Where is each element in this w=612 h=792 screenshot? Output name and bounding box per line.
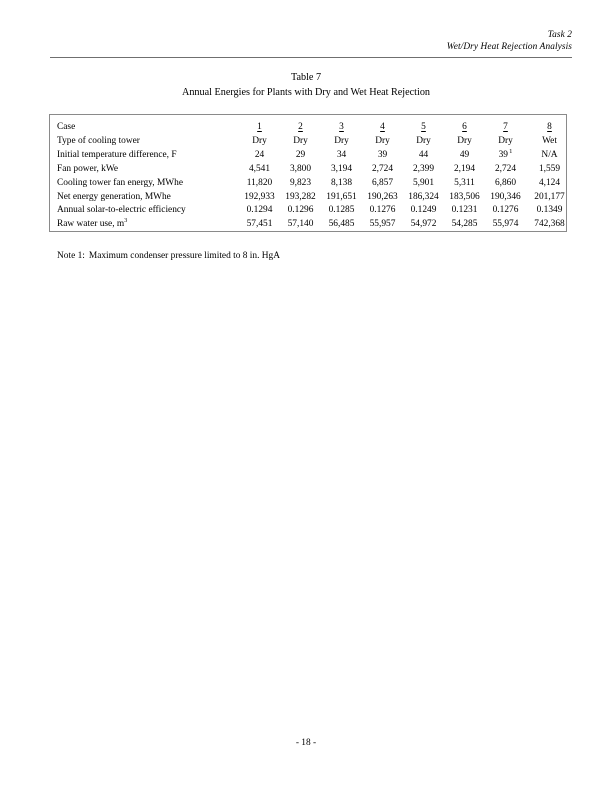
row-label: Annual solar-to-electric efficiency <box>57 205 186 216</box>
cell: 11,820 <box>246 177 273 188</box>
cell: 49 <box>459 149 470 160</box>
cell: 190,346 <box>490 191 521 202</box>
cell: 0.1349 <box>536 205 563 216</box>
cell: 183,506 <box>449 191 480 202</box>
row-label: Net energy generation, MWhe <box>57 191 171 202</box>
unit-superscript: 3 <box>124 217 128 225</box>
cell: 9,823 <box>289 177 312 188</box>
row-label: Initial temperature difference, F <box>57 149 177 160</box>
table-header-row <box>57 121 573 135</box>
cell: 2,399 <box>412 163 435 174</box>
cell: 55,957 <box>369 219 396 230</box>
case-header-6: 6 <box>462 122 467 132</box>
cell: 3,800 <box>289 163 312 174</box>
cell: 44 <box>418 149 429 160</box>
cell: 2,724 <box>371 163 394 174</box>
cell: Dry <box>416 135 431 146</box>
footnote-label: Note 1: <box>57 251 85 261</box>
cell: N/A <box>541 149 558 160</box>
cell: 55,974 <box>492 219 519 230</box>
cell: Dry <box>252 135 267 146</box>
table-number: Table 7 <box>290 72 322 83</box>
cell: Dry <box>498 135 513 146</box>
table-title: Annual Energies for Plants with Dry and Wet Heat Rejection <box>181 87 431 99</box>
table-row <box>57 204 573 218</box>
cell: 34 <box>336 149 347 160</box>
cell: 6,860 <box>494 177 517 188</box>
annual-energies-table <box>57 121 573 232</box>
cell: Dry <box>375 135 390 146</box>
page-footer <box>0 738 612 748</box>
cell: 57,140 <box>287 219 314 230</box>
cell: Wet <box>542 135 557 146</box>
cell: Dry <box>334 135 349 146</box>
case-header-8: 8 <box>547 122 552 132</box>
cell: 54,285 <box>451 219 478 230</box>
cell: 57,451 <box>246 219 273 230</box>
footnote-text: Maximum condenser pressure limited to 8 in. HgA <box>88 251 280 261</box>
table-row <box>57 218 573 232</box>
cell: 24 <box>254 149 265 160</box>
case-header-4: 4 <box>380 122 385 132</box>
footnote-marker: 1 <box>509 147 513 155</box>
cell: 39 <box>377 149 388 160</box>
row-label: Type of cooling tower <box>57 135 140 146</box>
cell: 3,194 <box>330 163 353 174</box>
cell: 5,901 <box>412 177 435 188</box>
cell: 29 <box>295 149 306 160</box>
cell: 56,485 <box>328 219 355 230</box>
cell: 2,724 <box>494 163 517 174</box>
cell: 193,282 <box>285 191 316 202</box>
cell: 742,368 <box>534 219 565 230</box>
cell: 0.1296 <box>287 205 314 216</box>
cell: 201,177 <box>534 191 565 202</box>
cell: 192,933 <box>244 191 275 202</box>
cell: 0.1285 <box>328 205 355 216</box>
cell-with-footnote: $39^1$ <box>498 147 513 160</box>
cell: 6,857 <box>371 177 394 188</box>
table-row <box>57 135 573 149</box>
table-row <box>57 163 573 177</box>
row-label: Fan power, kWe <box>57 163 119 174</box>
cell: 8,138 <box>330 177 353 188</box>
running-head-line-1: Task 2 <box>547 30 572 40</box>
table-body <box>57 121 573 232</box>
table-row <box>57 149 573 163</box>
cell: 186,324 <box>408 191 439 202</box>
row-label: Cooling tower fan energy, MWhe <box>57 177 184 188</box>
table-row <box>57 191 573 205</box>
cell: 0.1231 <box>451 205 478 216</box>
running-head-line-2: Wet/Dry Heat Rejection Analysis <box>446 41 572 52</box>
cell: 0.1276 <box>492 205 519 216</box>
case-header-1: 1 <box>257 122 262 132</box>
cell: 1,559 <box>538 163 561 174</box>
cell: 2,194 <box>453 163 476 174</box>
row-label-with-superscript: Raw water use, $m^3$ <box>57 217 128 230</box>
page-number: - 18 - <box>295 738 317 748</box>
table-row <box>57 177 573 191</box>
header-rule-divider <box>50 57 572 58</box>
cell: 4,124 <box>538 177 561 188</box>
cell: 54,972 <box>410 219 437 230</box>
cell: 190,263 <box>367 191 398 202</box>
table-caption <box>0 70 612 100</box>
cell: 4,541 <box>248 163 271 174</box>
table-footnote <box>57 250 280 264</box>
case-header-5: 5 <box>421 122 426 132</box>
cell: 0.1276 <box>369 205 396 216</box>
cell: 191,651 <box>326 191 357 202</box>
cell: 5,311 <box>454 177 475 188</box>
cell: 0.1294 <box>246 205 273 216</box>
case-header-2: 2 <box>298 122 303 132</box>
cell: Dry <box>457 135 472 146</box>
row-header-label: Case <box>57 122 76 132</box>
case-header-3: 3 <box>339 122 344 132</box>
cell: Dry <box>293 135 308 146</box>
cell: 0.1249 <box>410 205 437 216</box>
running-head <box>50 30 572 53</box>
case-header-7: 7 <box>503 122 508 132</box>
